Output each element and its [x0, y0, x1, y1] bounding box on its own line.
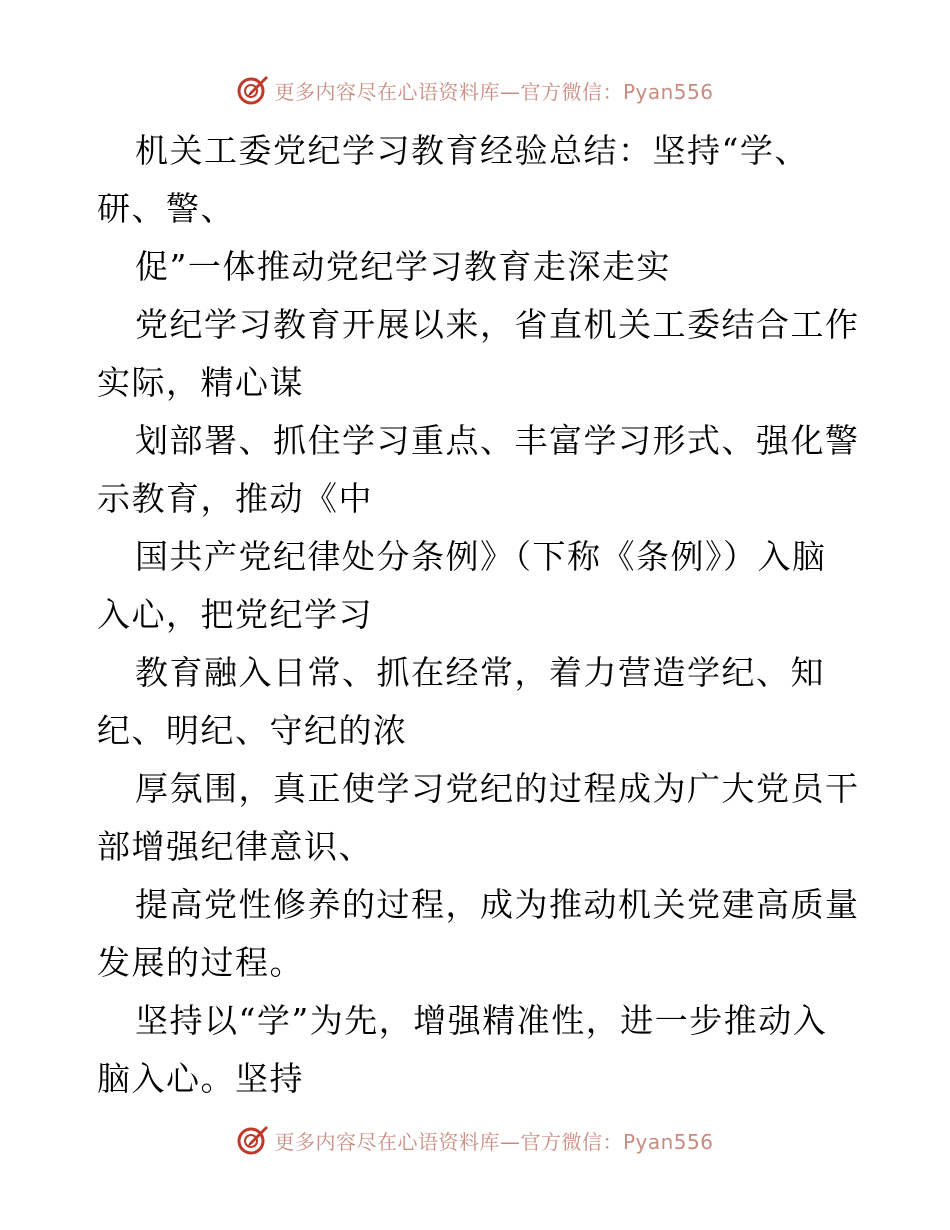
text-line: 坚持以“学”为先，增强精准性，进一步推动入 — [135, 1001, 828, 1040]
text-line: 教育融入日常、抓在经常，着力营造学纪、知 — [135, 653, 825, 692]
text-line: 入心，把党纪学习 — [97, 595, 373, 634]
document-body — [97, 122, 860, 1108]
header-watermark-banner — [0, 70, 950, 110]
watermark-site-text: 更多内容尽在心语资料库— — [274, 79, 521, 104]
watermark-text — [274, 76, 713, 105]
text-line: 脑入心。坚持 — [97, 1059, 304, 1098]
text-line: 划部署、抓住学习重点、丰富学习形式、强化警 — [135, 421, 860, 460]
text-line: 实际，精心谋 — [97, 363, 304, 402]
watermark-wechat-text: 官方微信：Pyan556 — [520, 1129, 714, 1154]
text-line: 厚氛围，真正使学习党纪的过程成为广大党员干 — [135, 769, 860, 808]
text-line: 党纪学习教育开展以来，省直机关工委结合工作 — [135, 305, 860, 344]
text-line: 促”一体推动党纪学习教育走深走实 — [135, 247, 671, 286]
text-line: 发展的过程。 — [97, 943, 304, 982]
text-line: 部增强纪律意识、 — [97, 827, 373, 866]
text-line: 示教育，推动《中 — [97, 479, 373, 518]
watermark-text — [274, 1126, 713, 1155]
watermark-wechat-text: 官方微信：Pyan556 — [520, 79, 714, 104]
pen-logo-icon — [236, 1123, 270, 1157]
text-line: 机关工委党纪学习教育经验总结：坚持“学、 — [135, 131, 809, 170]
pen-logo-icon — [236, 73, 270, 107]
text-line: 纪、明纪、守纪的浓 — [97, 711, 408, 750]
text-line: 研、警、 — [97, 189, 235, 228]
text-line: 提高党性修养的过程，成为推动机关党建高质量 — [135, 885, 860, 924]
text-line: 国共产党纪律处分条例》（下称《条例》）入脑 — [135, 537, 827, 576]
footer-watermark-banner — [0, 1120, 950, 1160]
watermark-site-text: 更多内容尽在心语资料库— — [274, 1129, 521, 1154]
